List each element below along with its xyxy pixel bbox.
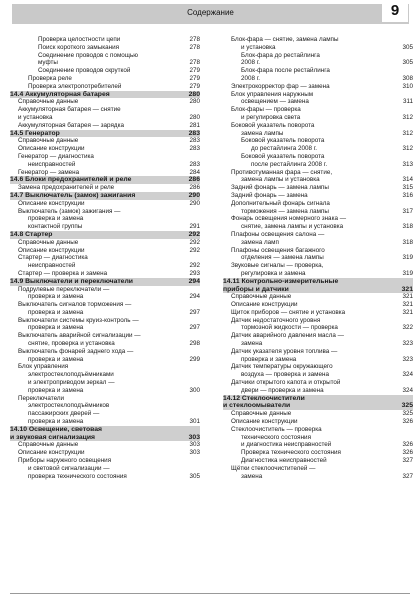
- toc-page-number: 290: [189, 199, 200, 207]
- toc-page-number: 279: [189, 67, 200, 75]
- toc-entry-title: Проверка реле: [28, 74, 72, 82]
- toc-entry: [10, 371, 200, 379]
- toc-page-number: 324: [402, 386, 413, 394]
- toc-entry-title: Фонарь освещения номерного знака —: [231, 215, 347, 223]
- toc-entry: [223, 332, 413, 340]
- toc-page-number: 323: [402, 355, 413, 363]
- toc-entry-title: Плафоны освещения салона —: [231, 230, 325, 238]
- toc-entry-title: Датчики открытого капота и открытой: [231, 379, 341, 387]
- toc-entry: [10, 473, 200, 481]
- toc-section-heading: [223, 395, 413, 403]
- toc-entry-title: Проверка технического состояния: [241, 449, 341, 457]
- toc-entry-title: 14.8 Стартер: [10, 230, 53, 238]
- toc-page-number: 324: [402, 371, 413, 379]
- toc-entry: [223, 363, 413, 371]
- toc-page-number: 319: [402, 254, 413, 262]
- toc-entry-title: торможения — замена лампы: [241, 207, 329, 215]
- toc-entry: [223, 410, 413, 418]
- toc-entry-title: Соединение проводов с помощью: [38, 51, 138, 59]
- toc-page-number: 283: [189, 145, 200, 153]
- toc-entry-title: 14.9 Выключатели и переключатели: [10, 277, 133, 285]
- toc-entry: [223, 106, 413, 114]
- toc-page-number: 297: [189, 324, 200, 332]
- toc-page-number: 318: [402, 223, 413, 231]
- header-title: Содержание: [187, 8, 234, 17]
- toc-entry-title: и световой сигнализации —: [28, 464, 110, 472]
- toc-entry-title: Описание конструкции: [18, 246, 85, 254]
- toc-entry-title: Замена предохранителей и реле: [18, 184, 115, 192]
- toc-entry: [223, 418, 413, 426]
- toc-entry: [10, 106, 200, 114]
- toc-page-number: 292: [189, 262, 200, 270]
- toc-entry: [223, 239, 413, 247]
- toc-entry-title: Датчик недостаточного уровня: [231, 316, 321, 324]
- toc-entry-title: замена лампы и установка: [241, 176, 320, 184]
- toc-entry-title: Блок-фара до рестайлинга: [241, 51, 320, 59]
- toc-entry: [223, 309, 413, 317]
- toc-entry-title: замена лампы: [241, 129, 284, 137]
- toc-entry-title: и звуковая сигнализация: [10, 433, 95, 441]
- toc-page-number: 290: [188, 191, 200, 199]
- toc-entry-title: Аккумуляторная батарея — снятие: [18, 106, 121, 114]
- toc-page-number: 321: [402, 293, 413, 301]
- toc-entry: [223, 67, 413, 75]
- toc-page-number: 278: [189, 43, 200, 51]
- toc-entry-title: Проверка электропотребителей: [28, 82, 122, 90]
- toc-entry-title: Поиск короткого замыкания: [38, 43, 120, 51]
- toc-entry: [223, 301, 413, 309]
- toc-entry-title: Блок-фара — снятие, замена лампы: [231, 36, 339, 43]
- toc-entry: [223, 169, 413, 177]
- toc-page-number: 315: [402, 184, 413, 192]
- toc-page-number: 292: [189, 246, 200, 254]
- toc-entry-title: Плафоны освещения багажного: [231, 246, 325, 254]
- toc-entry-title: воздуха — проверка и замена: [241, 371, 329, 379]
- toc-entry-title: 14.5 Генератор: [10, 129, 60, 137]
- toc-entry-title: и установка: [241, 43, 276, 51]
- toc-entry-title: Выключатель аварийной сигнализации —: [18, 332, 141, 340]
- toc-entry-title: Справочные данные: [18, 98, 79, 106]
- toc-left-column: [10, 36, 200, 480]
- toc-page-number: 305: [402, 59, 413, 67]
- toc-entry: [10, 332, 200, 340]
- toc-entry: [223, 114, 413, 122]
- toc-page-number: 303: [189, 449, 200, 457]
- toc-page-number: 312: [402, 129, 413, 137]
- toc-page-number: 283: [189, 137, 200, 145]
- toc-page-number: 312: [402, 113, 413, 121]
- toc-section-heading: [10, 91, 200, 99]
- toc-page-number: 313: [402, 160, 413, 168]
- toc-entry: [223, 145, 413, 153]
- toc-entry: [223, 449, 413, 457]
- toc-page-number: 299: [189, 355, 200, 363]
- toc-entry: [223, 340, 413, 348]
- toc-entry: [10, 363, 200, 371]
- toc-entry: [223, 83, 413, 91]
- toc-entry: [10, 309, 200, 317]
- toc-section-heading: [10, 176, 200, 184]
- toc-entry: [10, 98, 200, 106]
- toc-entry: [10, 301, 200, 309]
- toc-entry-title: Блок управления: [18, 363, 69, 371]
- toc-entry-title: 14.7 Выключатель (замок) зажигания: [10, 191, 136, 199]
- toc-entry-title: Выключатель фонарей заднего хода —: [18, 347, 134, 355]
- toc-entry: [10, 122, 200, 130]
- toc-entry-title: Подрулевые переключатели —: [18, 285, 110, 293]
- toc-entry: [223, 184, 413, 192]
- toc-entry-title: Щиток приборов — снятие и установка: [231, 308, 346, 316]
- toc-page-number: 283: [188, 129, 200, 137]
- toc-entry-title: Блок-фара после рестайлинга: [241, 67, 330, 75]
- page-number: 9: [382, 0, 408, 22]
- toc-section-heading: [223, 278, 413, 286]
- toc-entry-title: 2008 г.: [241, 74, 261, 82]
- toc-entry: [223, 426, 413, 434]
- toc-entry-title: тормозной жидкости — проверка: [241, 324, 338, 332]
- toc-entry-title: 14.10 Освещение, световая: [10, 425, 102, 433]
- toc-entry: [10, 153, 200, 161]
- toc-entry: [223, 473, 413, 481]
- toc-page-number: 298: [189, 340, 200, 348]
- toc-entry-title: Описание конструкции: [231, 418, 298, 426]
- toc-entry-title: электростеклоподъёмниками: [28, 371, 114, 379]
- toc-entry-title: Стартер — проверка и замена: [18, 269, 108, 277]
- toc-entry: [10, 317, 200, 325]
- toc-entry-title: Справочные данные: [18, 137, 79, 145]
- toc-page-number: 325: [401, 402, 413, 410]
- toc-entry-title: и электроприводом зеркал —: [28, 379, 115, 387]
- toc-entry: [10, 340, 200, 348]
- toc-section-heading: [10, 130, 200, 138]
- toc-entry: [10, 200, 200, 208]
- toc-entry-title: Выключатель сигналов торможения —: [18, 301, 132, 309]
- toc-entry-title: Противотуманная фара — снятие,: [231, 168, 333, 176]
- toc-entry: [10, 395, 200, 403]
- toc-page-number: 280: [189, 113, 200, 121]
- toc-entry: [10, 348, 200, 356]
- toc-entry: [223, 215, 413, 223]
- toc-entry: [10, 356, 200, 364]
- toc-entry-title: снятие, проверка и установка: [28, 340, 115, 348]
- toc-page-number: 286: [188, 176, 200, 184]
- toc-entry-title: проверка и замена: [28, 308, 84, 316]
- toc-entry-title: Датчик аварийного давления масла —: [231, 332, 344, 340]
- toc-page-number: 311: [402, 98, 413, 106]
- toc-entry-title: и регулировка света: [241, 113, 301, 121]
- toc-entry-title: проверка и замена: [28, 355, 84, 363]
- toc-entry-title: Описание конструкции: [18, 145, 85, 153]
- toc-page-number: 305: [402, 43, 413, 51]
- toc-right-column: [223, 36, 413, 480]
- toc-entry: [10, 145, 200, 153]
- toc-entry: [10, 75, 200, 83]
- toc-entry-title: замена: [241, 472, 263, 480]
- toc-entry: [223, 36, 413, 44]
- toc-page-number: 319: [402, 269, 413, 277]
- toc-entry-title: отделения — замена лампы: [241, 254, 324, 262]
- footer-rule: [10, 593, 410, 594]
- toc-section-heading: [10, 426, 200, 434]
- toc-entry-title: Генератор — диагностика: [18, 152, 94, 160]
- toc-section-heading: [10, 192, 200, 200]
- toc-entry-title: проверка и замена: [241, 355, 297, 363]
- toc-entry: [223, 254, 413, 262]
- toc-page-number: 316: [402, 191, 413, 199]
- toc-entry-title: Переключатели: [18, 394, 65, 402]
- toc-entry: [223, 457, 413, 465]
- toc-entry-title: замена ламп: [241, 238, 279, 246]
- toc-entry-title: и установка: [18, 113, 53, 121]
- toc-entry-title: Боковой указатель поворота: [241, 152, 325, 160]
- toc-entry-title: проверка и замена: [28, 418, 84, 426]
- toc-page-number: 327: [402, 457, 413, 465]
- toc-entry-title: Дополнительный фонарь сигнала: [231, 199, 330, 207]
- toc-page-number: 305: [189, 472, 200, 480]
- toc-entry-title: проверка технического состояния: [28, 472, 127, 480]
- toc-entry-title: двери — проверка и замена: [241, 386, 324, 394]
- toc-page-number: 278: [189, 59, 200, 67]
- toc-entry: [10, 247, 200, 255]
- toc-entry-title: Справочные данные: [231, 293, 292, 301]
- toc-page-number: 326: [402, 441, 413, 449]
- toc-page-number: 323: [402, 340, 413, 348]
- toc-entry-title: 14.6 Блоки предохранителей и реле: [10, 176, 132, 184]
- toc-entry-title: контактной группы: [28, 223, 83, 231]
- toc-entry: [223, 441, 413, 449]
- toc-entry-title: приборы и датчики: [223, 285, 289, 293]
- toc-entry-title: Генератор — замена: [18, 168, 80, 176]
- toc-entry: [223, 371, 413, 379]
- toc-entry-title: Справочные данные: [18, 238, 79, 246]
- toc-entry: [10, 114, 200, 122]
- toc-entry: [223, 231, 413, 239]
- toc-entry-title: Датчик температуры окружающего: [231, 363, 333, 371]
- toc-page-number: 294: [189, 293, 200, 301]
- toc-entry-title: Боковой указатель поворота: [241, 137, 325, 145]
- toc-entry-title: Датчик указателя уровня топлива —: [231, 347, 338, 355]
- toc-page-number: 321: [402, 301, 413, 309]
- toc-entry: [223, 192, 413, 200]
- toc-section-heading: [10, 434, 200, 442]
- toc-entry-title: Стеклоочиститель — проверка: [231, 425, 322, 433]
- toc-page-number: 312: [402, 145, 413, 153]
- toc-entry-title: Справочные данные: [18, 441, 79, 449]
- toc-entry: [223, 223, 413, 231]
- toc-entry: [223, 379, 413, 387]
- toc-entry: [10, 52, 200, 60]
- toc-entry: [223, 262, 413, 270]
- toc-entry-title: Описание конструкции: [18, 449, 85, 457]
- toc-page-number: 318: [402, 238, 413, 246]
- toc-page-number: 280: [188, 90, 200, 98]
- toc-entry: [10, 379, 200, 387]
- toc-entry-title: освещением — замена: [241, 98, 309, 106]
- toc-entry: [223, 208, 413, 216]
- toc-entry: [10, 208, 200, 216]
- toc-entry-title: электростеклоподъёмников: [28, 402, 110, 410]
- toc-entry-title: Проверка целостности цепи: [38, 36, 121, 43]
- toc-page-number: 284: [189, 168, 200, 176]
- toc-page-number: 292: [189, 238, 200, 246]
- toc-entry-title: Электрокорректор фар — замена: [231, 82, 330, 90]
- toc-entry: [223, 161, 413, 169]
- toc-page-number: 317: [402, 207, 413, 215]
- toc-entry: [223, 44, 413, 52]
- toc-page-number: 279: [189, 74, 200, 82]
- toc-entry: [223, 52, 413, 60]
- toc-entry: [223, 387, 413, 395]
- toc-entry: [223, 75, 413, 83]
- toc-entry-title: Описание конструкции: [231, 301, 298, 309]
- toc-entry-title: неисправностей: [28, 262, 76, 270]
- toc-entry-title: Справочные данные: [231, 410, 292, 418]
- toc-entry: [10, 270, 200, 278]
- toc-page-number: 297: [189, 308, 200, 316]
- toc-page-number: 321: [402, 308, 413, 316]
- toc-page-number: 293: [189, 269, 200, 277]
- toc-entry-title: неисправностей: [28, 160, 76, 168]
- toc-entry: [10, 262, 200, 270]
- toc-entry-title: Звуковые сигналы — проверка,: [231, 262, 324, 270]
- toc-entry-title: после рестайлинга 2008 г.: [251, 160, 328, 168]
- toc-entry: [10, 161, 200, 169]
- toc-entry-title: и стеклоомыватели: [223, 402, 291, 410]
- toc-entry: [10, 223, 200, 231]
- toc-entry-title: Задний фонарь — замена лампы: [231, 184, 329, 192]
- toc-entry-title: 14.4 Аккумуляторная батарея: [10, 90, 110, 98]
- toc-page-number: 300: [189, 386, 200, 394]
- toc-entry: [10, 441, 200, 449]
- toc-entry-title: Боковой указатель поворота: [231, 121, 315, 129]
- toc-entry-title: Диагностика неисправностей: [241, 457, 327, 465]
- toc-entry-title: Выключатели системы круиз-контроль —: [18, 316, 139, 324]
- toc-entry-title: Приборы наружного освещения: [18, 457, 112, 465]
- toc-page-number: 283: [189, 160, 200, 168]
- toc-entry: [10, 184, 200, 192]
- toc-page-number: 321: [401, 285, 413, 293]
- toc-entry-title: Блок-фары — проверка: [231, 106, 301, 114]
- toc-entry: [10, 215, 200, 223]
- toc-entry-title: Задний фонарь — замена: [231, 191, 308, 199]
- toc-page-number: 310: [402, 82, 413, 90]
- toc-entry: [223, 122, 413, 130]
- toc-entry: [10, 449, 200, 457]
- toc-page-number: 327: [402, 472, 413, 480]
- toc-entry: [10, 410, 200, 418]
- toc-section-heading: [10, 278, 200, 286]
- toc-page-number: 294: [188, 277, 200, 285]
- toc-entry: [10, 36, 200, 44]
- toc-page-number: 322: [402, 324, 413, 332]
- page-header: [12, 4, 409, 24]
- toc-entry-title: 2008 г.: [241, 59, 261, 67]
- toc-entry-title: Стартер — диагностика: [18, 254, 88, 262]
- toc-section-heading: [223, 286, 413, 294]
- toc-entry: [223, 247, 413, 255]
- toc-entry-title: регулировка и замена: [241, 269, 306, 277]
- toc-entry: [10, 44, 200, 52]
- toc-entry-title: проверка и замена: [28, 293, 84, 301]
- toc-entry-title: Аккумуляторная батарея — зарядка: [18, 121, 124, 129]
- toc-entry: [223, 200, 413, 208]
- toc-entry-title: и диагностика неисправностей: [241, 441, 332, 449]
- toc-entry: [10, 387, 200, 395]
- toc-entry: [10, 293, 200, 301]
- toc-entry-title: 14.11 Контрольно-измерительные: [223, 277, 339, 285]
- toc-entry: [10, 254, 200, 262]
- toc-entry-title: пассажирских дверей —: [28, 410, 100, 418]
- toc-entry: [223, 465, 413, 473]
- toc-page-number: 308: [402, 74, 413, 82]
- toc-entry: [10, 67, 200, 75]
- toc-entry: [10, 465, 200, 473]
- toc-entry: [10, 286, 200, 294]
- toc-section-heading: [10, 231, 200, 239]
- toc-page-number: 279: [189, 82, 200, 90]
- toc-page-number: 326: [402, 449, 413, 457]
- toc-entry: [223, 153, 413, 161]
- toc-entry-title: Соединение проводов скруткой: [38, 67, 131, 75]
- toc-page-number: 278: [189, 36, 200, 43]
- toc-entry: [10, 137, 200, 145]
- toc-page-number: 303: [189, 441, 200, 449]
- toc-entry-title: проверка и замена: [28, 324, 84, 332]
- toc-entry-title: до рестайлинга 2008 г.: [251, 145, 318, 153]
- toc-page-number: 280: [189, 98, 200, 106]
- toc-page-number: 292: [188, 230, 200, 238]
- toc-entry-title: Описание конструкции: [18, 199, 85, 207]
- toc-page-number: 301: [189, 418, 200, 426]
- toc-entry: [223, 98, 413, 106]
- toc-page-number: 303: [188, 433, 200, 441]
- toc-entry: [10, 418, 200, 426]
- toc-entry-title: проверка и замена: [28, 215, 84, 223]
- toc-entry: [223, 293, 413, 301]
- toc-entry: [223, 176, 413, 184]
- toc-entry: [10, 239, 200, 247]
- toc-entry-title: Блок управления наружным: [231, 90, 314, 98]
- toc-page-number: 291: [189, 223, 200, 231]
- toc-page-number: 314: [402, 176, 413, 184]
- toc-entry-title: Выключатель (замок) зажигания —: [18, 207, 121, 215]
- toc-entry: [223, 348, 413, 356]
- toc-entry-title: снятие, замена лампы и установка: [241, 223, 344, 231]
- toc-page-number: 325: [402, 410, 413, 418]
- toc-entry: [10, 83, 200, 91]
- toc-entry-title: проверка и замена: [28, 386, 84, 394]
- toc-entry-title: Щётки стеклоочистителей —: [231, 464, 316, 472]
- toc-entry-title: 14.12 Стеклоочистители: [223, 394, 305, 402]
- toc-entry-title: муфты: [38, 59, 58, 67]
- toc-page-number: 286: [189, 184, 200, 192]
- toc-entry-title: замена: [241, 340, 263, 348]
- toc-entry: [223, 137, 413, 145]
- toc-entry: [223, 91, 413, 99]
- toc-entry: [223, 270, 413, 278]
- toc-page-number: 326: [402, 418, 413, 426]
- toc-section-heading: [223, 402, 413, 410]
- toc-entry: [10, 457, 200, 465]
- toc-entry-title: технического состояния: [241, 433, 311, 441]
- toc-page-number: 281: [189, 121, 200, 129]
- toc-entry: [223, 356, 413, 364]
